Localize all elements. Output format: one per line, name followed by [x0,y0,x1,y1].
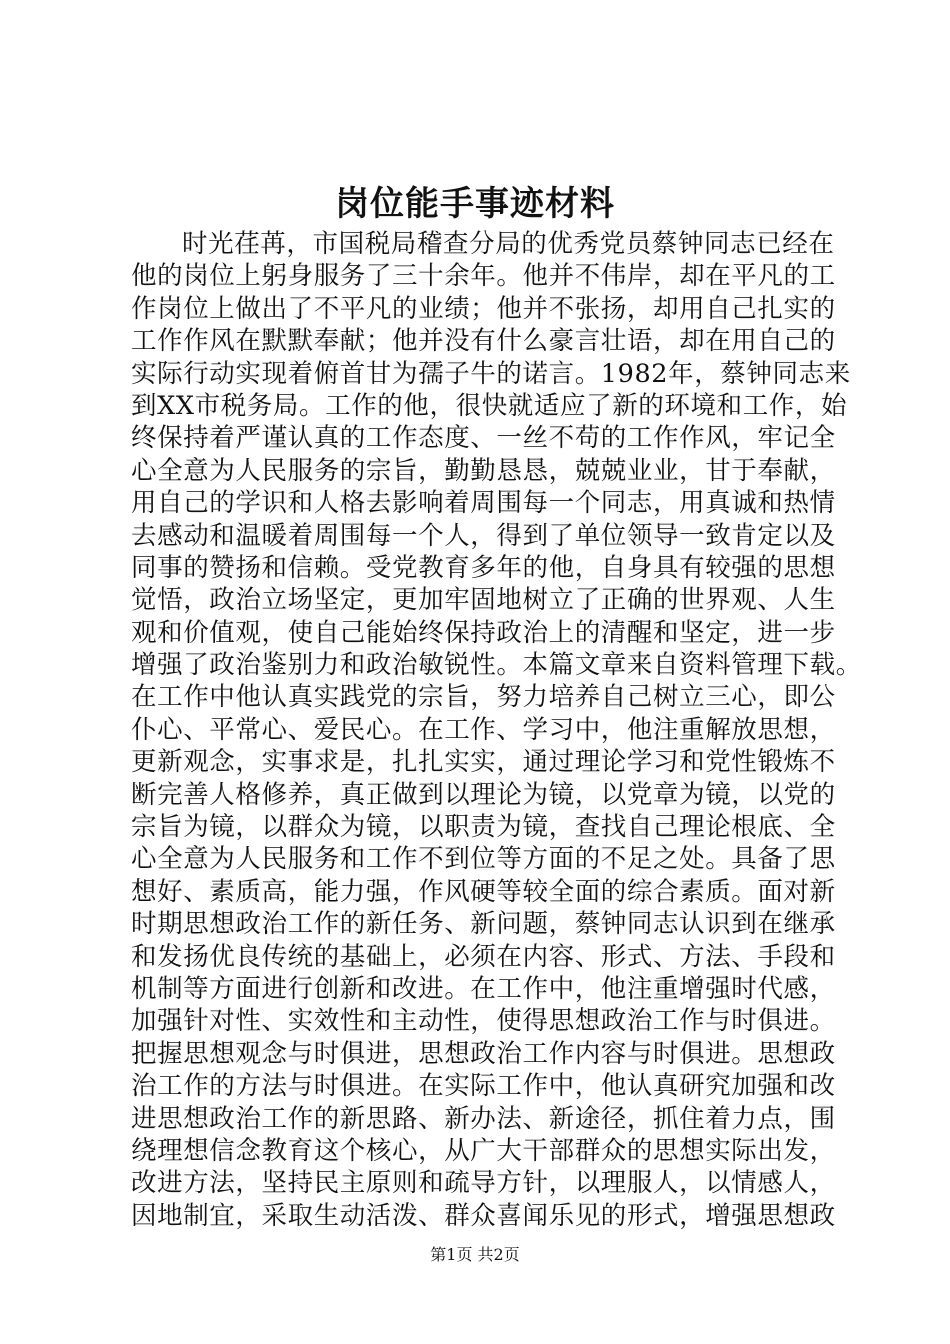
body-text-line: 时光荏苒，市国税局稽查分局的优秀党员蔡钟同志已经在 [182,229,835,259]
body-text-line: 用自己的学识和人格去影响着周围每一个同志，用真诚和热情 [131,488,836,519]
body-text-line: 心全意为人民服务和工作不到位等方面的不足之处。具备了思 [131,844,836,875]
body-text-line: 工作作风在默默奉献；他并没有什么豪言壮语，却在用自己的 [131,326,836,357]
body-text-line: 治工作的方法与时俱进。在实际工作中，他认真研究加强和改 [131,1071,836,1102]
body-text-line: 他的岗位上躬身服务了三十余年。他并不伟岸，却在平凡的工 [131,261,836,292]
body-text-line: 觉悟，政治立场坚定，更加牢固地树立了正确的世界观、人生 [131,585,836,616]
body-text-line: 时期思想政治工作的新任务、新问题，蔡钟同志认识到在继承 [131,909,836,940]
body-text-line: 实际行动实现着俯首甘为孺子牛的诺言。1982年，蔡钟同志来 [131,358,851,389]
body-text-line: 在工作中他认真实践党的宗旨，努力培养自己树立三心，即公 [131,682,836,713]
body-text-line: 仆心、平常心、爱民心。在工作、学习中，他注重解放思想， [131,714,836,745]
body-text-line: 同事的赞扬和信赖。受党教育多年的他，自身具有较强的思想 [131,552,836,583]
body-text-line: 宗旨为镜，以群众为镜，以职责为镜，查找自己理论根底、全 [131,812,836,843]
body-text-line: 更新观念，实事求是，扎扎实实，通过理论学习和党性锻炼不 [131,747,836,778]
body-text-line: 加强针对性、实效性和主动性，使得思想政治工作与时俱进。 [131,1006,836,1037]
body-text-line: 和发扬优良传统的基础上，必须在内容、形式、方法、手段和 [131,941,836,972]
body-text-line: 心全意为人民服务的宗旨，勤勤恳恳，兢兢业业，甘于奉献， [131,455,836,486]
page-indicator: 第1页 共2页 [430,1245,520,1264]
body-text-line: 进思想政治工作的新思路、新办法、新途径，抓住着力点，围 [131,1103,836,1134]
body-text-line: 机制等方面进行创新和改进。在工作中，他注重增强时代感， [131,973,836,1004]
body-text-line: 断完善人格修养，真正做到以理论为镜，以党章为镜，以党的 [131,779,836,810]
body-text-line: 观和价值观，使自己能始终保持政治上的清醒和坚定，进一步 [131,617,836,648]
document-body [131,228,891,1232]
body-text-line: 作岗位上做出了不平凡的业绩；他并不张扬，却用自己扎实的 [131,293,836,324]
body-text-line: 到XX市税务局。工作的他，很快就适应了新的环境和工作，始 [131,390,848,421]
body-text-line: 想好、素质高，能力强，作风硬等较全面的综合素质。面对新 [131,876,836,907]
body-text-line: 去感动和温暖着周围每一个人，得到了单位领导一致肯定以及 [131,520,836,551]
body-text-line: 因地制宜，采取生动活泼、群众喜闻乐见的形式，增强思想政 [131,1200,836,1231]
document-title: 岗位能手事迹材料 [335,184,615,224]
body-text-line: 把握思想观念与时俱进，思想政治工作内容与时俱进。思想政 [131,1038,836,1069]
body-text-line: 绕理想信念教育这个核心，从广大干部群众的思想实际出发， [131,1135,836,1166]
body-text-line: 改进方法，坚持民主原则和疏导方针，以理服人，以情感人， [131,1168,836,1199]
body-text-line: 增强了政治鉴别力和政治敏锐性。本篇文章来自资料管理下载。 [131,650,862,681]
body-text-line: 终保持着严谨认真的工作态度、一丝不苟的工作作风，牢记全 [131,423,836,454]
